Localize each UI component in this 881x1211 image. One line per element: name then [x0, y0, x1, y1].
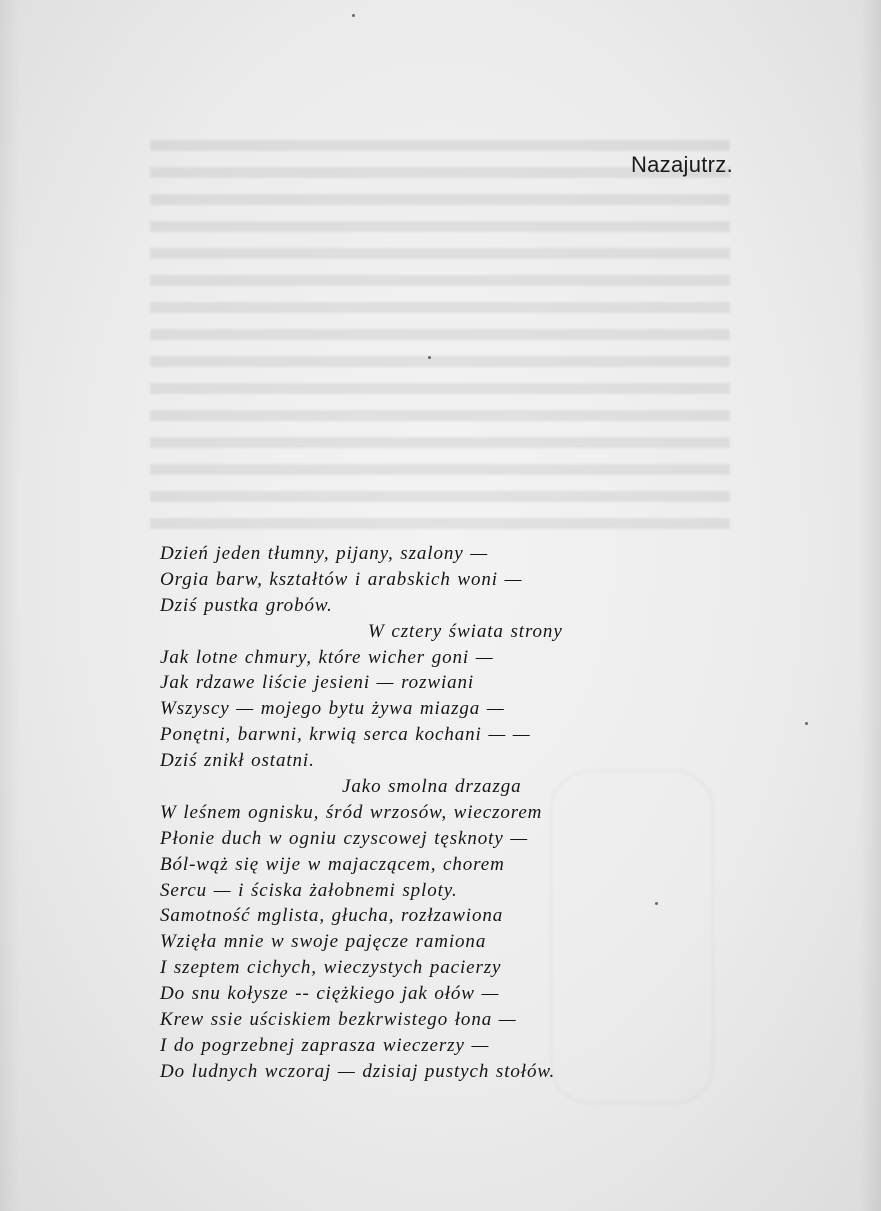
paper-speck — [655, 902, 658, 905]
poem-line: Jako smolna drzazga — [342, 776, 522, 798]
poem-line: Do ludnych wczoraj — dzisiaj pustych stołów. — [160, 1060, 556, 1082]
poem-line: Ból-wąż się wije w majaczącem, chorem — [160, 853, 505, 875]
paper-speck — [352, 14, 355, 17]
poem-line: Dziś pustka grobów. — [160, 594, 333, 616]
poem-line: Ponętni, barwni, krwią serca kochani — — — [160, 724, 531, 746]
poem — [160, 541, 640, 1085]
poem-line: Orgia barw, kształtów i arabskich woni — — [160, 568, 523, 590]
poem-line: Jak lotne chmury, które wicher goni — — [160, 646, 494, 668]
poem-line: I do pogrzebnej zaprasza wieczerzy — — [160, 1034, 490, 1056]
poem-line: Wzięła mnie w swoje pajęcze ramiona — [160, 931, 487, 953]
page-shadow-right — [859, 0, 881, 1211]
page-title: Nazajutrz. — [630, 152, 733, 177]
paper-speck — [428, 356, 431, 359]
poem-line: Krew ssie uściskiem bezkrwistego łona — — [160, 1009, 517, 1031]
poem-line: Sercu — i ściska żałobnemi sploty. — [160, 879, 458, 901]
poem-line: W cztery świata strony — [368, 620, 563, 642]
poem-line: Samotność mglista, głucha, rozłzawiona — [160, 905, 504, 927]
paper-speck — [805, 722, 808, 725]
poem-line: Wszyscy — mojego bytu żywa miazga — — [160, 698, 505, 720]
poem-line: Do snu kołysze -- ciężkiego jak ołów — — [160, 983, 500, 1005]
poem-line: Jak rdzawe liście jesieni — rozwiani — [160, 672, 475, 694]
poem-line: Płonie duch w ogniu czyscowej tęsknoty — — [160, 827, 529, 849]
poem-line: Dzień jeden tłumny, pijany, szalony — — [160, 543, 489, 564]
poem-line: Dziś znikł ostatni. — [160, 750, 315, 772]
show-through-text — [150, 140, 730, 540]
poem-line: W leśnem ognisku, śród wrzosów, wieczorem — [160, 801, 543, 823]
poem-line: I szeptem cichych, wieczystych pacierzy — [160, 957, 502, 979]
page-shadow-left — [0, 0, 20, 1211]
